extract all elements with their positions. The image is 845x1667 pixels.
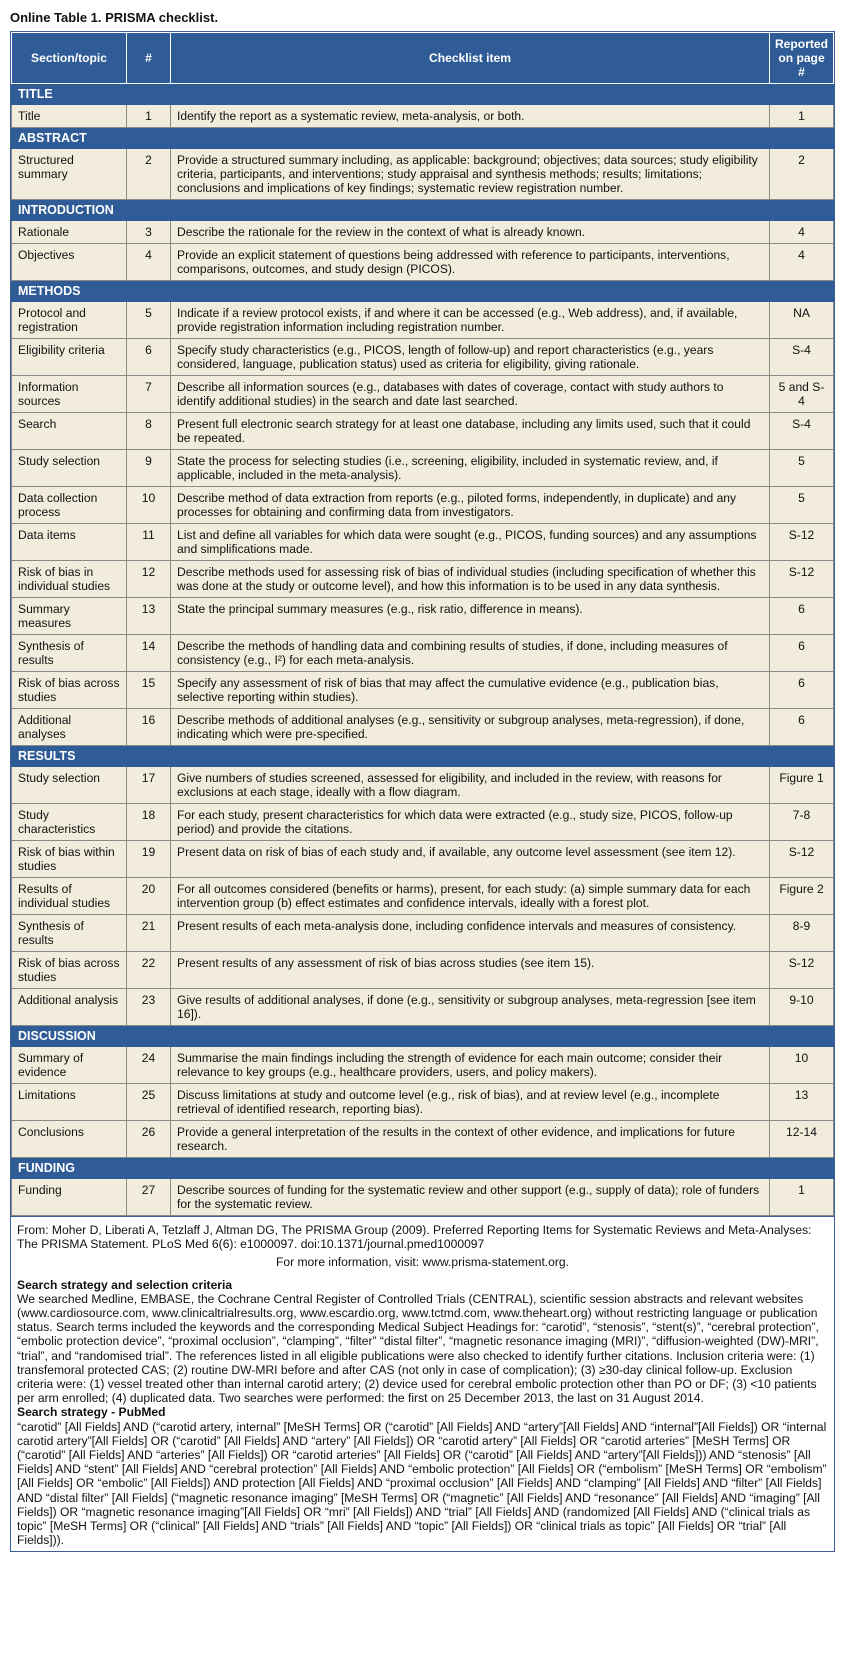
- table-row: [12, 1179, 834, 1216]
- item-number-cell: 6: [127, 339, 171, 376]
- reported-page-cell: S-4: [770, 413, 834, 450]
- section-title: METHODS: [12, 281, 834, 302]
- header-row: [12, 33, 834, 84]
- section-title: RESULTS: [12, 746, 834, 767]
- reported-page-cell: 8-9: [770, 915, 834, 952]
- item-number-cell: 25: [127, 1084, 171, 1121]
- item-number-cell: 5: [127, 302, 171, 339]
- reported-page-cell: S-12: [770, 952, 834, 989]
- checklist-item-cell: Provide a structured summary including, as applicable: background; objectives; data sources; study eligibility criteria, participants, and interventions; study appraisal and synthesis methods; results; limitations; conclusions and implications of key findings; systematic review registration number.: [171, 149, 770, 200]
- search-strategy-text: We searched Medline, EMBASE, the Cochrane Central Register of Controlled Trials (CENTRAL), scientific session abstracts and relevant websites (www.cardiosource.com, www.clinicaltrialresults.org, www.escardio.org, www.tctmd.com, www.theheart.org) without restricting language or publication status. Search terms included the keywords and the corresponding Medical Subject Headings for: “carotid”, “stenosis”, “stent(s)”, “cerebral protection”, “embolic protection device”, “proximal occlusion”, “clamping”, “filter” “distal filter”, “magnetic resonance imaging (MRI)”, “diffusion-weighted (DW)-MRI”, “trial”, and “randomised trial”. The references listed in all eligible publications were also checked to identify further citations. Inclusion criteria were: (1) transfemoral protected CAS; (2) routine DW-MRI before and after CAS (not only in case of complication); (3) ≥30-day clinical follow-up. Exclusion criteria were: (1) vessel treated other than internal carotid artery; (2) device used for cerebral embolic protection other than PO or DF; (3) <10 patients per arm enrolled; (4) duplicated data. Two searches were performed: the first on 25 December 2013, the last on 31 August 2014.: [17, 1291, 819, 1406]
- item-number-cell: 26: [127, 1121, 171, 1158]
- section-row: [12, 200, 834, 221]
- notes-block: [11, 1216, 834, 1551]
- more-info: For more information, visit: www.prisma-statement.org.: [275, 1255, 570, 1270]
- topic-cell: Structured summary: [12, 149, 127, 200]
- reported-page-cell: S-4: [770, 339, 834, 376]
- topic-cell: Data collection process: [12, 487, 127, 524]
- table-row: [12, 989, 834, 1026]
- reported-page-cell: Figure 2: [770, 878, 834, 915]
- table-row: [12, 302, 834, 339]
- prisma-checklist-table: [11, 32, 834, 1216]
- item-number-cell: 9: [127, 450, 171, 487]
- table-row: [12, 1084, 834, 1121]
- section-row: [12, 128, 834, 149]
- topic-cell: Limitations: [12, 1084, 127, 1121]
- header-section-topic: Section/topic: [12, 33, 127, 84]
- topic-cell: Study selection: [12, 767, 127, 804]
- item-number-cell: 4: [127, 244, 171, 281]
- checklist-item-cell: Describe sources of funding for the systematic review and other support (e.g., supply of data); role of funders for the systematic review.: [171, 1179, 770, 1216]
- reported-page-cell: 1: [770, 1179, 834, 1216]
- table-row: [12, 339, 834, 376]
- reported-page-cell: NA: [770, 302, 834, 339]
- checklist-item-cell: Describe methods used for assessing risk of bias of individual studies (including specification of whether this was done at the study or outcome level), and how this information is to be used in any data synthesis.: [171, 561, 770, 598]
- search-strategy-heading: Search strategy and selection criteria: [17, 1277, 233, 1292]
- item-number-cell: 17: [127, 767, 171, 804]
- reported-page-cell: 6: [770, 709, 834, 746]
- checklist-item-cell: Specify any assessment of risk of bias that may affect the cumulative evidence (e.g., publication bias, selective reporting within studies).: [171, 672, 770, 709]
- checklist-item-cell: Present data on risk of bias of each study and, if available, any outcome level assessment (see item 12).: [171, 841, 770, 878]
- header-number: #: [127, 33, 171, 84]
- item-number-cell: 13: [127, 598, 171, 635]
- table-caption: Online Table 1. PRISMA checklist.: [10, 10, 219, 25]
- pubmed-heading: Search strategy - PubMed: [17, 1405, 166, 1420]
- topic-cell: Data items: [12, 524, 127, 561]
- table-row: [12, 915, 834, 952]
- checklist-item-cell: List and define all variables for which data were sought (e.g., PICOS, funding sources) and any assumptions and simplifications made.: [171, 524, 770, 561]
- checklist-item-cell: Describe method of data extraction from reports (e.g., piloted forms, independently, in duplicate) and any processes for obtaining and confirming data from investigators.: [171, 487, 770, 524]
- reported-page-cell: 5 and S-4: [770, 376, 834, 413]
- reported-page-cell: 1: [770, 105, 834, 128]
- item-number-cell: 22: [127, 952, 171, 989]
- table-row: [12, 878, 834, 915]
- section-row: [12, 84, 834, 105]
- topic-cell: Eligibility criteria: [12, 339, 127, 376]
- item-number-cell: 21: [127, 915, 171, 952]
- checklist-item-cell: Discuss limitations at study and outcome level (e.g., risk of bias), and at review level (e.g., incomplete retrieval of identified research, reporting bias).: [171, 1084, 770, 1121]
- topic-cell: Risk of bias across studies: [12, 672, 127, 709]
- checklist-item-cell: State the process for selecting studies (i.e., screening, eligibility, included in systematic review, and, if applicable, included in the meta-analysis).: [171, 450, 770, 487]
- table-row: [12, 672, 834, 709]
- table-row: [12, 376, 834, 413]
- table-row: [12, 841, 834, 878]
- item-number-cell: 12: [127, 561, 171, 598]
- table-row: [12, 635, 834, 672]
- section-row: [12, 1158, 834, 1179]
- reported-page-cell: 9-10: [770, 989, 834, 1026]
- reported-page-cell: S-12: [770, 524, 834, 561]
- table-frame: [10, 31, 835, 1552]
- topic-cell: Results of individual studies: [12, 878, 127, 915]
- item-number-cell: 14: [127, 635, 171, 672]
- item-number-cell: 8: [127, 413, 171, 450]
- table-row: [12, 105, 834, 128]
- topic-cell: Synthesis of results: [12, 915, 127, 952]
- item-number-cell: 15: [127, 672, 171, 709]
- reported-page-cell: 4: [770, 221, 834, 244]
- table-row: [12, 767, 834, 804]
- checklist-item-cell: For all outcomes considered (benefits or harms), present, for each study: (a) simple summary data for each intervention group (b) effect estimates and confidence intervals, ideally with a forest plot.: [171, 878, 770, 915]
- table-row: [12, 450, 834, 487]
- reported-page-cell: 12-14: [770, 1121, 834, 1158]
- reported-page-cell: 13: [770, 1084, 834, 1121]
- reported-page-cell: 6: [770, 635, 834, 672]
- item-number-cell: 10: [127, 487, 171, 524]
- reported-page-cell: 5: [770, 450, 834, 487]
- pubmed-text: “carotid” [All Fields] AND (“carotid artery, internal” [MeSH Terms] OR (“carotid” [All Fields] AND “artery”[All Fields] AND “internal”[All Fields]) OR “internal carotid artery”[All Fields] OR (“carotid” [All Fields] AND “artery” [All Fields]) OR “carotid artery” [All Fields] OR “carotid arteries” [MeSH Terms] OR (“carotid” [All Fields] AND “arteries” [All Fields]) OR “carotid arteries” [All Fields] OR (“carotid” [All Fields] AND “artery”[All Fields])) AND “stenosis” [All Fields] AND “stent” [All Fields] AND “cerebral protection” [All Fields] AND “embolic protection” [All Fields] OR (“embolism” [MeSH Terms] OR “embolism” [All Fields] OR “embolic” [All Fields]) AND protection [All Fields] AND “proximal occlusion” [All Fields] AND “clamping” [All Fields] AND “filter” [All Fields] AND “distal filter” [All Fields] (“magnetic resonance imaging” [MeSH Terms] OR (“magnetic” [All Fields] AND “resonance” [All Fields] AND “imaging” [All Fields]) OR “magnetic resonance imaging”[All Fields] OR “mri” [All Fields]) AND “trial” [All Fields] AND (randomized [All Fields] AND (“clinical trials as topic” [MeSH Terms] OR (“clinical” [All Fields] AND “trials” [All Fields] AND “topic” [All Fields]) OR “clinical trials as topic” [All Fields] OR “trial” [All Fields])).: [17, 1419, 827, 1548]
- section-title: DISCUSSION: [12, 1026, 834, 1047]
- topic-cell: Synthesis of results: [12, 635, 127, 672]
- table-row: [12, 561, 834, 598]
- table-row: [12, 952, 834, 989]
- checklist-item-cell: For each study, present characteristics for which data were extracted (e.g., study size, PICOS, follow-up period) and provide the citations.: [171, 804, 770, 841]
- item-number-cell: 2: [127, 149, 171, 200]
- table-row: [12, 1047, 834, 1084]
- topic-cell: Title: [12, 105, 127, 128]
- table-row: [12, 804, 834, 841]
- item-number-cell: 27: [127, 1179, 171, 1216]
- topic-cell: Funding: [12, 1179, 127, 1216]
- checklist-item-cell: Provide an explicit statement of questions being addressed with reference to participants, interventions, comparisons, outcomes, and study design (PICOS).: [171, 244, 770, 281]
- topic-cell: Study selection: [12, 450, 127, 487]
- source-note: From: Moher D, Liberati A, Tetzlaff J, Altman DG, The PRISMA Group (2009). Preferred Reporting Items for Systematic Reviews and Meta-Analyses: The PRISMA Statement. PLoS Med 6(6): e1000097. doi:10.1371/journal.pmed1000097: [17, 1223, 812, 1252]
- topic-cell: Search: [12, 413, 127, 450]
- section-row: [12, 746, 834, 767]
- checklist-item-cell: Present results of any assessment of risk of bias across studies (see item 15).: [171, 952, 770, 989]
- item-number-cell: 11: [127, 524, 171, 561]
- reported-page-cell: Figure 1: [770, 767, 834, 804]
- reported-page-cell: 6: [770, 672, 834, 709]
- table-row: [12, 149, 834, 200]
- section-title: INTRODUCTION: [12, 200, 834, 221]
- reported-page-cell: 5: [770, 487, 834, 524]
- table-row: [12, 221, 834, 244]
- item-number-cell: 7: [127, 376, 171, 413]
- table-row: [12, 709, 834, 746]
- checklist-item-cell: Indicate if a review protocol exists, if and where it can be accessed (e.g., Web address), and, if available, provide registration information including registration number.: [171, 302, 770, 339]
- topic-cell: Summary of evidence: [12, 1047, 127, 1084]
- reported-page-cell: S-12: [770, 841, 834, 878]
- checklist-item-cell: Describe all information sources (e.g., databases with dates of coverage, contact with study authors to identify additional studies) in the search and date last searched.: [171, 376, 770, 413]
- checklist-item-cell: Give numbers of studies screened, assessed for eligibility, and included in the review, with reasons for exclusions at each stage, ideally with a flow diagram.: [171, 767, 770, 804]
- checklist-item-cell: Describe the rationale for the review in the context of what is already known.: [171, 221, 770, 244]
- checklist-item-cell: Provide a general interpretation of the results in the context of other evidence, and implications for future research.: [171, 1121, 770, 1158]
- checklist-item-cell: Identify the report as a systematic review, meta-analysis, or both.: [171, 105, 770, 128]
- topic-cell: Information sources: [12, 376, 127, 413]
- section-title: TITLE: [12, 84, 834, 105]
- reported-page-cell: 4: [770, 244, 834, 281]
- item-number-cell: 16: [127, 709, 171, 746]
- checklist-item-cell: Give results of additional analyses, if done (e.g., sensitivity or subgroup analyses, meta-regression [see item 16]).: [171, 989, 770, 1026]
- reported-page-cell: 7-8: [770, 804, 834, 841]
- section-title: ABSTRACT: [12, 128, 834, 149]
- checklist-item-cell: Present full electronic search strategy for at least one database, including any limits used, such that it could be repeated.: [171, 413, 770, 450]
- header-checklist-item: Checklist item: [171, 33, 770, 84]
- checklist-item-cell: Present results of each meta-analysis done, including confidence intervals and measures of consistency.: [171, 915, 770, 952]
- table-row: [12, 524, 834, 561]
- topic-cell: Study characteristics: [12, 804, 127, 841]
- section-title: FUNDING: [12, 1158, 834, 1179]
- header-reported-page: Reported on page #: [770, 33, 834, 84]
- topic-cell: Protocol and registration: [12, 302, 127, 339]
- topic-cell: Additional analyses: [12, 709, 127, 746]
- checklist-item-cell: State the principal summary measures (e.g., risk ratio, difference in means).: [171, 598, 770, 635]
- table-body: [12, 84, 834, 1216]
- topic-cell: Summary measures: [12, 598, 127, 635]
- table-row: [12, 487, 834, 524]
- reported-page-cell: 2: [770, 149, 834, 200]
- checklist-item-cell: Summarise the main findings including the strength of evidence for each main outcome; consider their relevance to key groups (e.g., healthcare providers, users, and policy makers).: [171, 1047, 770, 1084]
- table-row: [12, 244, 834, 281]
- topic-cell: Conclusions: [12, 1121, 127, 1158]
- item-number-cell: 20: [127, 878, 171, 915]
- reported-page-cell: S-12: [770, 561, 834, 598]
- reported-page-cell: 6: [770, 598, 834, 635]
- item-number-cell: 1: [127, 105, 171, 128]
- topic-cell: Rationale: [12, 221, 127, 244]
- item-number-cell: 3: [127, 221, 171, 244]
- topic-cell: Risk of bias in individual studies: [12, 561, 127, 598]
- item-number-cell: 19: [127, 841, 171, 878]
- topic-cell: Additional analysis: [12, 989, 127, 1026]
- table-row: [12, 413, 834, 450]
- table-row: [12, 598, 834, 635]
- topic-cell: Risk of bias within studies: [12, 841, 127, 878]
- checklist-item-cell: Specify study characteristics (e.g., PICOS, length of follow-up) and report characteristics (e.g., years considered, language, publication status) used as criteria for eligibility, giving rationale.: [171, 339, 770, 376]
- item-number-cell: 18: [127, 804, 171, 841]
- section-row: [12, 1026, 834, 1047]
- topic-cell: Risk of bias across studies: [12, 952, 127, 989]
- item-number-cell: 24: [127, 1047, 171, 1084]
- reported-page-cell: 10: [770, 1047, 834, 1084]
- item-number-cell: 23: [127, 989, 171, 1026]
- section-row: [12, 281, 834, 302]
- checklist-item-cell: Describe methods of additional analyses (e.g., sensitivity or subgroup analyses, meta-regression), if done, indicating which were pre-specified.: [171, 709, 770, 746]
- checklist-item-cell: Describe the methods of handling data and combining results of studies, if done, including measures of consistency (e.g., I²) for each meta-analysis.: [171, 635, 770, 672]
- table-row: [12, 1121, 834, 1158]
- topic-cell: Objectives: [12, 244, 127, 281]
